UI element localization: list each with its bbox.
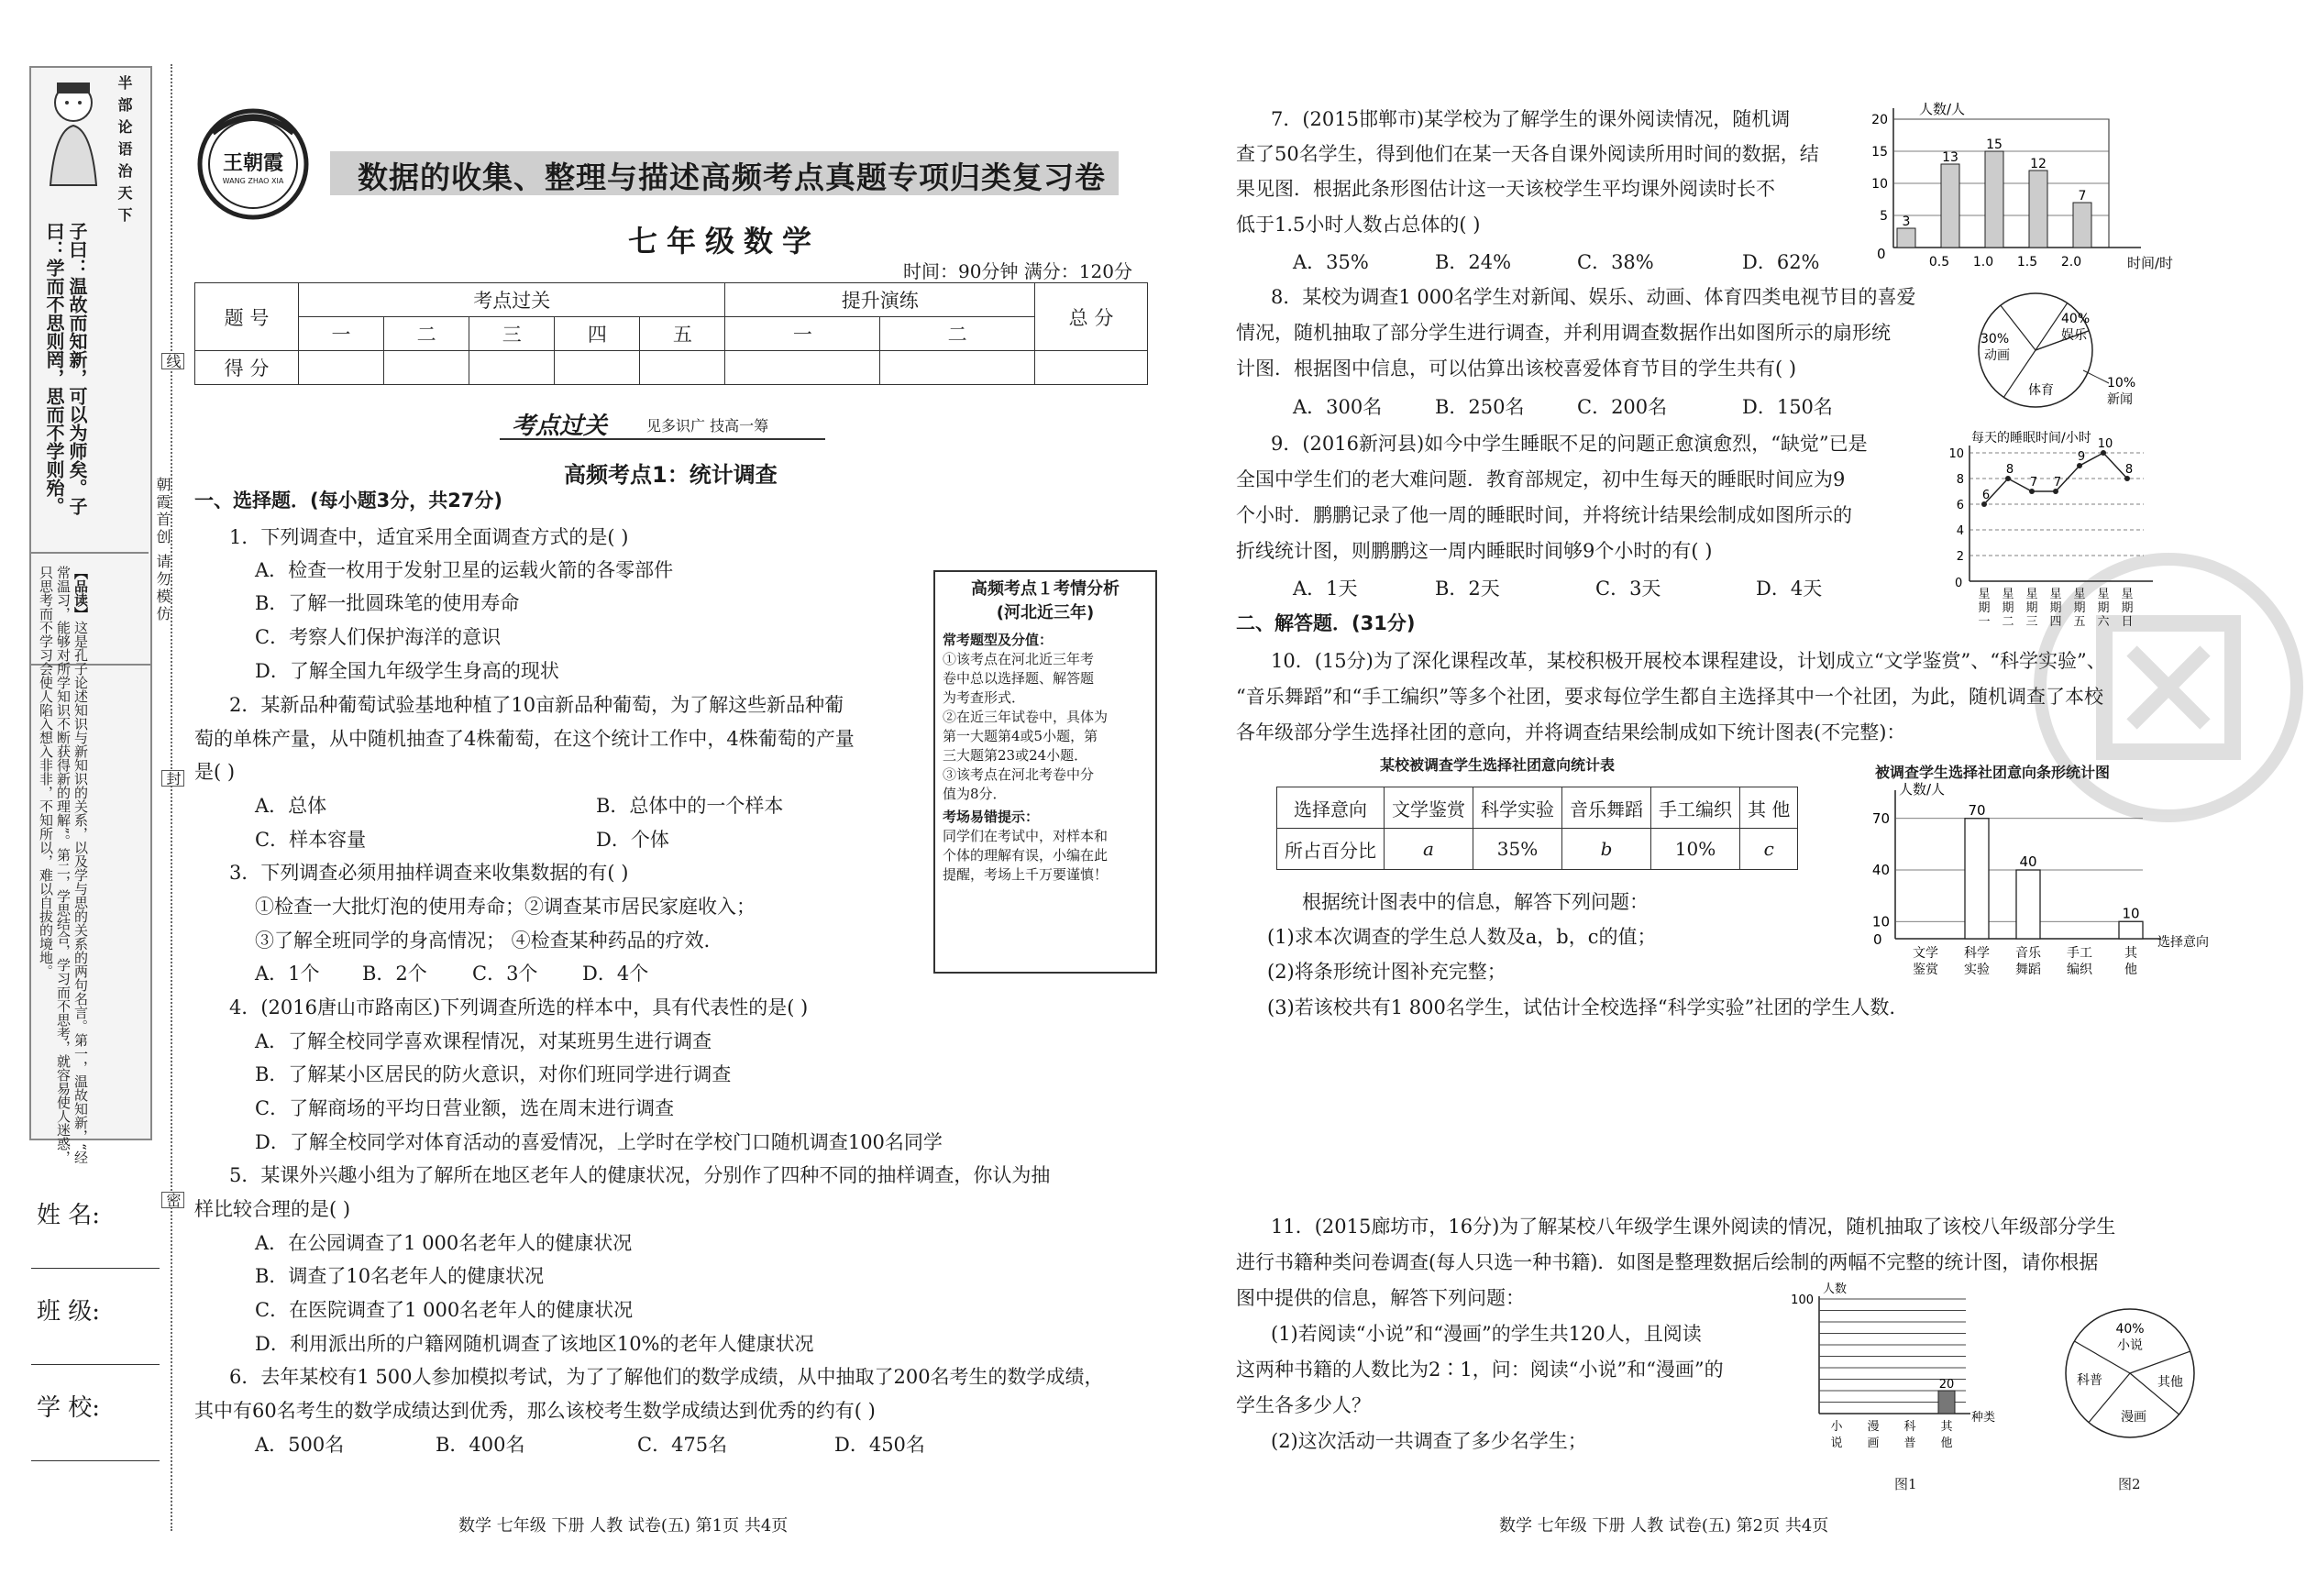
q10-bar <box>2119 921 2143 939</box>
q9-option-c: C．3天 <box>1595 578 1661 600</box>
q2-stem-2: 萄的单株产量，从中随机抽查了4株葡萄，在这个统计工作中，4株葡萄的产量 <box>194 728 855 750</box>
q11-line-3: 图中提供的信息，解答下列问题： <box>1236 1287 1525 1309</box>
q6-option-a: A．500名 <box>255 1434 345 1456</box>
q7-x-tick: 1.0 <box>1972 255 1994 270</box>
left-sidebar <box>29 66 149 1175</box>
q10-intro: 根据统计图表中的信息，解答下列问题： <box>1302 891 1649 913</box>
q9-point-label: 6 <box>1981 489 1991 502</box>
q9-option-a: A．1天 <box>1293 578 1358 600</box>
q9-y-tick: 6 <box>1956 499 1964 512</box>
section-banner-title: 考点过关 <box>512 413 608 440</box>
analysis-line: ①该考点在河北近三年考 <box>943 651 1095 667</box>
analysis-title-2: (河北近三年) <box>996 603 1095 622</box>
q10-table-cell: a <box>1385 829 1473 870</box>
score-num: 二 <box>880 317 1035 351</box>
q11-fig1-caption: 图1 <box>1894 1476 1917 1492</box>
q11-fig2-caption: 图2 <box>2118 1476 2141 1492</box>
motto-title: 半部论语治天下 <box>116 75 133 229</box>
name-line <box>31 1268 160 1269</box>
q2-option-c: C．样本容量 <box>255 829 367 851</box>
class-label: 班 级: <box>37 1298 101 1326</box>
q4-option-a: A．了解全校同学喜欢课程情况，对某班男生进行调查 <box>255 1030 712 1052</box>
q10-table-head: 科学实验 <box>1473 787 1562 829</box>
analysis-line: ③该考点在河北考卷中分 <box>943 766 1095 783</box>
q9-line-2: 全国中学生们的老大难问题．教育部规定，初中生每天的睡眠时间应为9 <box>1236 468 1846 490</box>
q9-x-tick: 星期二 <box>2002 588 2014 629</box>
q10-x-tick: 舞蹈 <box>2015 963 2041 977</box>
q8-option-a: A．300名 <box>1293 396 1383 418</box>
name-label: 姓 名: <box>37 1202 101 1229</box>
q11-line-2: 进行书籍种类问卷调查(每人只选一种书籍)．如图是整理数据后绘制的两幅不完整的统计图，请你根据 <box>1236 1251 2099 1273</box>
logo <box>194 105 312 223</box>
q8-slice-label: 新闻 <box>2107 392 2133 407</box>
logo-sub: WANG ZHAO XIA <box>222 177 284 185</box>
q7-option-c: C．38% <box>1577 251 1654 273</box>
q10-x-tick: 他 <box>2124 963 2137 977</box>
q10-table-head: 文学鉴赏 <box>1385 787 1473 829</box>
q7-option-b: B．24% <box>1435 251 1512 273</box>
q9-line-3: 个小时．鹏鹏记录了他一周的睡眠时间，并将统计结果绘制成如图所示的 <box>1236 504 1852 526</box>
q5-stem-2: 样比较合理的是( ) <box>194 1198 351 1220</box>
q2-option-a: A．总体 <box>255 795 327 817</box>
q5-option-a: A．在公园调查了1 000名老年人的健康状况 <box>255 1232 633 1254</box>
score-row2-label: 得 分 <box>195 351 299 385</box>
analysis-line: 提醒，考场上千万要谨慎！ <box>943 866 1109 883</box>
score-num: 一 <box>725 317 880 351</box>
q9-x-tick: 星期四 <box>2049 588 2062 629</box>
q7-line-2: 查了50名学生，得到他们在某一天各自课外阅读所用时间的数据，结 <box>1236 143 1819 165</box>
q7-bar-label: 13 <box>1942 150 1958 165</box>
q10-table-cell: 10% <box>1651 829 1740 870</box>
q4-option-c: C．了解商场的平均日营业额，选在周末进行调查 <box>255 1097 675 1119</box>
q3-items-1: ①检查一大批灯泡的使用寿命；②调查某市居民家庭收入； <box>255 896 756 918</box>
q10-table-title: 某校被调查学生选择社团意向统计表 <box>1380 756 1616 774</box>
copyright-note: 朝霞首创 请勿模仿 <box>154 477 171 624</box>
grade-subject: 七年级数学 <box>628 224 822 259</box>
analysis-line: ②在近三年试卷中，具体为 <box>943 709 1109 725</box>
q10-x-tick: 文学 <box>1913 946 1938 961</box>
score-cell <box>880 351 1035 385</box>
q10-x-tick: 其 <box>2124 946 2137 961</box>
q8-line-3: 计图．根据图中信息，可以估算出该校喜爱体育节目的学生共有( ) <box>1236 358 1797 380</box>
score-cell <box>1035 351 1148 385</box>
q11a-x-tick: 小 <box>1830 1420 1843 1434</box>
analysis-line: 三大题第23或24小题． <box>943 747 1088 764</box>
q10-bar <box>1965 819 1989 939</box>
q9-origin: 0 <box>1955 577 1963 590</box>
q3-stem: 3．下列调查必须用抽样调查来收集数据的有( ) <box>229 862 629 884</box>
pindu-title: 【品读】 <box>72 566 89 621</box>
fold-mark-secret: 密 <box>161 1192 184 1208</box>
score-cell <box>555 351 640 385</box>
q1-stem: 1．下列调查中，适宜采用全面调查方式的是( ) <box>229 526 629 548</box>
q11b-slice-label: 其他 <box>2157 1375 2183 1390</box>
q7-y-label: 人数/人 <box>1919 101 1966 117</box>
q11a-y-tick: 100 <box>1791 1293 1814 1307</box>
q10-y-label: 人数/人 <box>1899 781 1946 798</box>
q9-x-tick: 星期三 <box>2025 588 2038 629</box>
q10-table-head: 手工编织 <box>1651 787 1740 829</box>
footer-right: 数学 七年级 下册 人教 试卷(五) 第2页 共4页 <box>1499 1516 1829 1535</box>
q9-option-b: B．2天 <box>1435 578 1500 600</box>
q9-y-tick: 10 <box>1948 447 1964 461</box>
q8-line-2: 情况，随机抽取了部分学生进行调查，并利用调查数据作出如图所示的扇形统 <box>1236 322 1891 344</box>
q2-option-b: B．总体中的一个样本 <box>596 795 784 817</box>
q10-y-tick: 10 <box>1871 913 1890 930</box>
score-total: 总 分 <box>1035 283 1148 351</box>
score-col-label: 题 号 <box>195 283 299 351</box>
analysis-line: 为考查形式． <box>943 689 1026 706</box>
q5-option-c: C．在医院调查了1 000名老年人的健康状况 <box>255 1299 634 1321</box>
q8-leader-line <box>2083 370 2109 383</box>
section-banner-subtitle: 见多识广 技高一筹 <box>646 417 769 435</box>
q11-pie-chart <box>2058 1302 2205 1448</box>
analysis-line: 卷中总以选择题、解答题 <box>943 670 1095 687</box>
analysis-title-1: 高频考点１考情分析 <box>971 579 1120 599</box>
q5-option-b: B．调查了10名老年人的健康状况 <box>255 1265 545 1287</box>
q10-y-tick: 40 <box>1871 862 1890 878</box>
q9-line-1: 9．(2016新河县)如今中学生睡眠不足的问题正愈演愈烈，“缺觉”已是 <box>1271 433 1868 455</box>
q3-items-2: ③了解全班同学的身高情况； ④检查某种药品的疗效． <box>255 930 723 952</box>
q7-line-3: 果见图．根据此条形图估计这一天该校学生平均课外阅读时长不 <box>1236 178 1775 200</box>
cartoon-icon <box>37 75 110 185</box>
fold-mark-seal: 封 <box>161 770 184 787</box>
q6-option-b: B．400名 <box>436 1434 525 1456</box>
q10-bar-label: 40 <box>2019 853 2037 870</box>
q10-x-tick: 科学 <box>1964 946 1990 961</box>
analysis-h2: 考场易错提示： <box>943 809 1040 825</box>
q10-line-2: “音乐舞蹈”和“手工编织”等多个社团，要求每位学生都自主选择其中一个社团，为此，随机调查了本校 <box>1236 686 2103 708</box>
q4-stem: 4．(2016唐山市路南区)下列调查所选的样本中，具有代表性的是( ) <box>229 996 809 1018</box>
q9-point-label: 10 <box>2097 437 2113 451</box>
q6-option-d: D．450名 <box>834 1434 925 1456</box>
q9-line-4: 折线统计图，则鹏鹏这一周内睡眠时间够9个小时的有( ) <box>1236 540 1713 562</box>
q7-y-tick: 10 <box>1871 177 1888 192</box>
analysis-line: 同学们在考试中，对样本和 <box>943 828 1109 844</box>
analysis-box <box>933 570 1157 974</box>
q11-sub-1b: 这两种书籍的人数比为2∶1，问：阅读“小说”和“漫画”的 <box>1236 1359 1724 1381</box>
q9-chart-title: 每天的睡眠时间/小时 <box>1971 431 2091 446</box>
q9-x-tick: 星期日 <box>2121 588 2134 629</box>
q3-option-b: B．2个 <box>362 963 427 985</box>
q7-bar-label: 7 <box>2078 189 2087 204</box>
q10-x-label: 选择意向 <box>2157 935 2209 950</box>
q6-stem-2: 其中有60名考生的数学成绩达到优秀，那么该校考生数学成绩达到优秀的约有( ) <box>194 1400 876 1422</box>
q7-x-tick: 0.5 <box>1928 255 1950 270</box>
q10-table-head: 选择意向 <box>1277 787 1385 829</box>
q10-x-tick: 手工 <box>2067 946 2092 961</box>
score-num: 一 <box>299 317 384 351</box>
q10-x-tick: 编织 <box>2067 963 2092 977</box>
q11a-x-tick: 说 <box>1830 1436 1843 1450</box>
q9-point-label: 7 <box>2029 476 2038 490</box>
q10-table-cell: b <box>1562 829 1651 870</box>
analysis-h1: 常考题型及分值： <box>943 632 1054 648</box>
q8-option-b: B．250名 <box>1435 396 1525 418</box>
q11-line-1: 11．(2015廊坊市，16分)为了解某校八年级学生课外阅读的情况，随机抽取了该校八年级部分学生 <box>1271 1216 2116 1238</box>
fold-line <box>171 64 172 1531</box>
part1-title: 一、选择题．(每小题3分，共27分) <box>194 490 503 512</box>
q7-option-a: A．35% <box>1293 251 1369 273</box>
q7-origin: 0 <box>1877 246 1886 262</box>
class-line <box>31 1364 160 1365</box>
q8-slice-label: 动画 <box>1984 348 2010 363</box>
score-num: 三 <box>469 317 555 351</box>
q7-y-tick: 20 <box>1871 113 1888 127</box>
q5-stem-1: 5．某课外兴趣小组为了解所在地区老年人的健康状况，分别作了四种不同的抽样调查，你认为抽 <box>229 1164 1051 1186</box>
q7-bar-label: 12 <box>2030 157 2047 171</box>
point1-title: 高频考点1：统计调查 <box>564 462 778 488</box>
analysis-line: 第一大题第4或5小题，第 <box>943 728 1098 744</box>
score-table <box>194 282 1148 385</box>
q10-x-tick: 鉴赏 <box>1913 963 1938 977</box>
q8-pie-chart <box>1971 284 2155 422</box>
q11a-x-tick: 科 <box>1903 1420 1916 1434</box>
q7-bar-label: 3 <box>1902 215 1911 229</box>
q10-x-tick: 音乐 <box>2015 946 2041 961</box>
q6-stem-1: 6．去年某校有1 500人参加模拟考试，为了了解他们的数学成绩，从中抽取了200名考生的数学成绩， <box>229 1366 1104 1388</box>
q1-option-c: C．考察人们保护海洋的意识 <box>255 626 502 648</box>
q11a-x-tick: 其 <box>1940 1420 1953 1434</box>
q11-bar-chart <box>1779 1276 2017 1464</box>
q9-option-d: D．4天 <box>1756 578 1823 600</box>
q10-y-tick: 70 <box>1871 809 1890 827</box>
logo-text: 王朝霞 <box>222 151 283 175</box>
q11-sub-2: (2)这次活动一共调查了多少名学生； <box>1271 1430 1587 1452</box>
q10-sub-3: (3)若该校共有1 800名学生，试估计全校选择“科学实验”社团的学生人数. <box>1267 996 1896 1018</box>
q10-line-3: 各年级部分学生选择社团的意向，并将调查结果绘制成如下统计图表(不完整)： <box>1236 721 1906 743</box>
q11a-x-tick: 普 <box>1903 1436 1916 1450</box>
score-cell <box>384 351 469 385</box>
q11a-bar <box>1938 1391 1955 1414</box>
time-score: 时间：90分钟 满分：120分 <box>903 260 1132 282</box>
q11a-x-tick: 他 <box>1940 1436 1953 1450</box>
q10-table <box>1276 787 1798 870</box>
part2-title: 二、解答题．(31分) <box>1236 612 1416 634</box>
q11-sub-1a: (1)若阅读“小说”和“漫画”的学生共120人，且阅读 <box>1271 1323 1702 1345</box>
score-group1: 考点过关 <box>299 283 725 317</box>
q10-bar <box>2016 870 2040 939</box>
q7-bar <box>2073 203 2091 248</box>
analysis-line: 值为8分． <box>943 786 1007 802</box>
quote-head: 子曰： <box>66 222 88 277</box>
q7-y-tick: 5 <box>1880 209 1888 224</box>
q7-line-1: 7．(2015邯郸市)某学校为了解学生的课外阅读情况，随机调 <box>1271 108 1791 130</box>
score-cell <box>299 351 384 385</box>
q2-stem-3: 是( ) <box>194 761 236 783</box>
score-cell <box>640 351 725 385</box>
q11a-x-label: 种类 <box>1971 1411 1996 1425</box>
q9-x-tick: 星期六 <box>2097 588 2110 629</box>
q2-option-d: D．个体 <box>596 829 669 851</box>
q3-option-c: C．3个 <box>472 963 538 985</box>
q8-option-d: D．150名 <box>1742 396 1833 418</box>
school-label: 学 校: <box>37 1394 101 1422</box>
q7-bar <box>1897 228 1915 248</box>
quote-text <box>42 222 88 543</box>
q9-y-tick: 8 <box>1956 473 1964 487</box>
q8-slice-label: 体育 <box>2028 383 2054 398</box>
sidebar-divider <box>29 552 149 554</box>
score-cell <box>469 351 555 385</box>
q9-y-tick: 4 <box>1956 524 1964 538</box>
q9-point-label: 8 <box>2124 463 2134 477</box>
q11-sub-1c: 学生各多少人？ <box>1236 1394 1371 1416</box>
q11a-x-tick: 漫 <box>1867 1420 1880 1434</box>
q7-bar-chart <box>1866 101 2178 275</box>
score-cell <box>725 351 880 385</box>
q11a-y-label: 人数 <box>1823 1282 1848 1296</box>
q7-x-tick: 2.0 <box>2060 255 2082 270</box>
page-title: 数据的收集、整理与描述高频考点真题专项归类复习卷 <box>358 160 1106 195</box>
q7-x-tick: 1.5 <box>2016 255 2038 270</box>
q7-bar <box>1985 151 2003 248</box>
q4-option-d: D．了解全校同学对体育活动的喜爱情况，上学时在学校门口随机调查100名同学 <box>255 1131 943 1153</box>
quote-body: 温故而知新，可以为师矣。子曰：学而不思则罔，思而不学则殆。 <box>43 222 88 515</box>
q9-point-label: 8 <box>2005 463 2014 477</box>
q9-y-tick: 2 <box>1956 550 1964 564</box>
q5-option-d: D．利用派出所的户籍网随机调查了该地区10%的老年人健康状况 <box>255 1333 814 1355</box>
q10-table-head: 其 他 <box>1740 787 1798 829</box>
q10-x-tick: 实验 <box>1964 963 1990 977</box>
q10-bar-label: 10 <box>2122 905 2140 922</box>
q7-x-label: 时间/时 <box>2127 255 2174 271</box>
q7-bar <box>2029 171 2047 248</box>
q10-line-1: 10．(15分)为了深化课程改革，某校积极开展校本课程建设，计划成立“文学鉴赏”、“科学实验”、 <box>1271 650 2106 672</box>
q9-point-label: 7 <box>2053 476 2062 490</box>
q8-slice-label: 娱乐 <box>2061 328 2087 343</box>
q10-table-cell: 35% <box>1473 829 1562 870</box>
q6-option-c: C．475名 <box>637 1434 728 1456</box>
q11b-slice-label: 科普 <box>2077 1373 2102 1388</box>
q9-point-label: 9 <box>2077 450 2086 464</box>
q7-bar-label: 15 <box>1986 138 2003 152</box>
q2-stem-1: 2．某新品种葡萄试验基地种植了10亩新品种葡萄，为了解这些新品种葡 <box>229 694 844 716</box>
q10-table-cell: c <box>1740 829 1798 870</box>
footer-left: 数学 七年级 下册 人教 试卷(五) 第1页 共4页 <box>458 1516 789 1535</box>
q10-table-cell: 所占百分比 <box>1277 829 1385 870</box>
q8-slice-pct: 30% <box>1981 332 2010 347</box>
q11a-x-tick: 画 <box>1867 1436 1880 1450</box>
score-num: 二 <box>384 317 469 351</box>
q1-option-a: A．检查一枚用于发射卫星的运载火箭的各零部件 <box>255 559 674 581</box>
score-num: 五 <box>640 317 725 351</box>
school-line <box>31 1460 160 1461</box>
q1-option-b: B．了解一批圆珠笔的使用寿命 <box>255 592 520 614</box>
q11b-slice-label: 小说 <box>2117 1338 2143 1353</box>
q8-line-1: 8．某校为调查1 000名学生对新闻、娱乐、动画、体育四类电视节目的喜爱 <box>1271 286 1916 308</box>
q7-line-4: 低于1.5小时人数占总体的( ) <box>1236 214 1481 236</box>
q7-y-tick: 15 <box>1871 145 1888 160</box>
q11b-slice-pct: 40% <box>2115 1322 2145 1337</box>
q9-x-tick: 星期一 <box>1978 588 1991 629</box>
q7-option-d: D．62% <box>1742 251 1820 273</box>
q9-x-tick: 星期五 <box>2073 588 2086 629</box>
q10-sub-2: (2)将条形统计图补充完整； <box>1267 961 1506 983</box>
pindu-body: 这是孔子论述知识与新知识的关系，以及学与思的关系的两句名言。第一，温故知新，“经常温习，能够对所学知识不断获得新的理解”。第二，学思结合，学习而不思考，就容易使人迷惑，只思考而不学习会使人陷入想入非非，不知所以，难以自拔的境地。 <box>38 566 89 1164</box>
q3-option-a: A．1个 <box>255 963 320 985</box>
q11b-slice-label: 漫画 <box>2121 1410 2146 1425</box>
fold-mark-line: 线 <box>161 353 184 369</box>
q10-sub-1: (1)求本次调查的学生总人数及a，b，c的值； <box>1267 926 1657 948</box>
q11a-bar-label: 20 <box>1938 1378 1955 1392</box>
score-group2: 提升演练 <box>725 283 1035 317</box>
analysis-line: 个体的理解有误，小编在此 <box>943 847 1109 864</box>
q4-option-b: B．了解某小区居民的防火意识，对你们班同学进行调查 <box>255 1063 732 1085</box>
q10-origin: 0 <box>1873 931 1882 948</box>
q10-table-head: 音乐舞蹈 <box>1562 787 1651 829</box>
q10-chart-title: 被调查学生选择社团意向条形统计图 <box>1875 764 2111 781</box>
watermark-seal <box>2031 550 2306 825</box>
q10-bar-label: 70 <box>1968 801 1986 819</box>
q7-bar <box>1941 164 1959 248</box>
q3-option-d: D．4个 <box>582 963 649 985</box>
q8-option-c: C．200名 <box>1577 396 1668 418</box>
pindu-text <box>37 566 89 1171</box>
q8-slice-pct: 40% <box>2061 312 2091 326</box>
q8-slice-pct: 10% <box>2107 376 2136 391</box>
score-num: 四 <box>555 317 640 351</box>
q1-option-d: D．了解全国九年级学生身高的现状 <box>255 660 559 682</box>
